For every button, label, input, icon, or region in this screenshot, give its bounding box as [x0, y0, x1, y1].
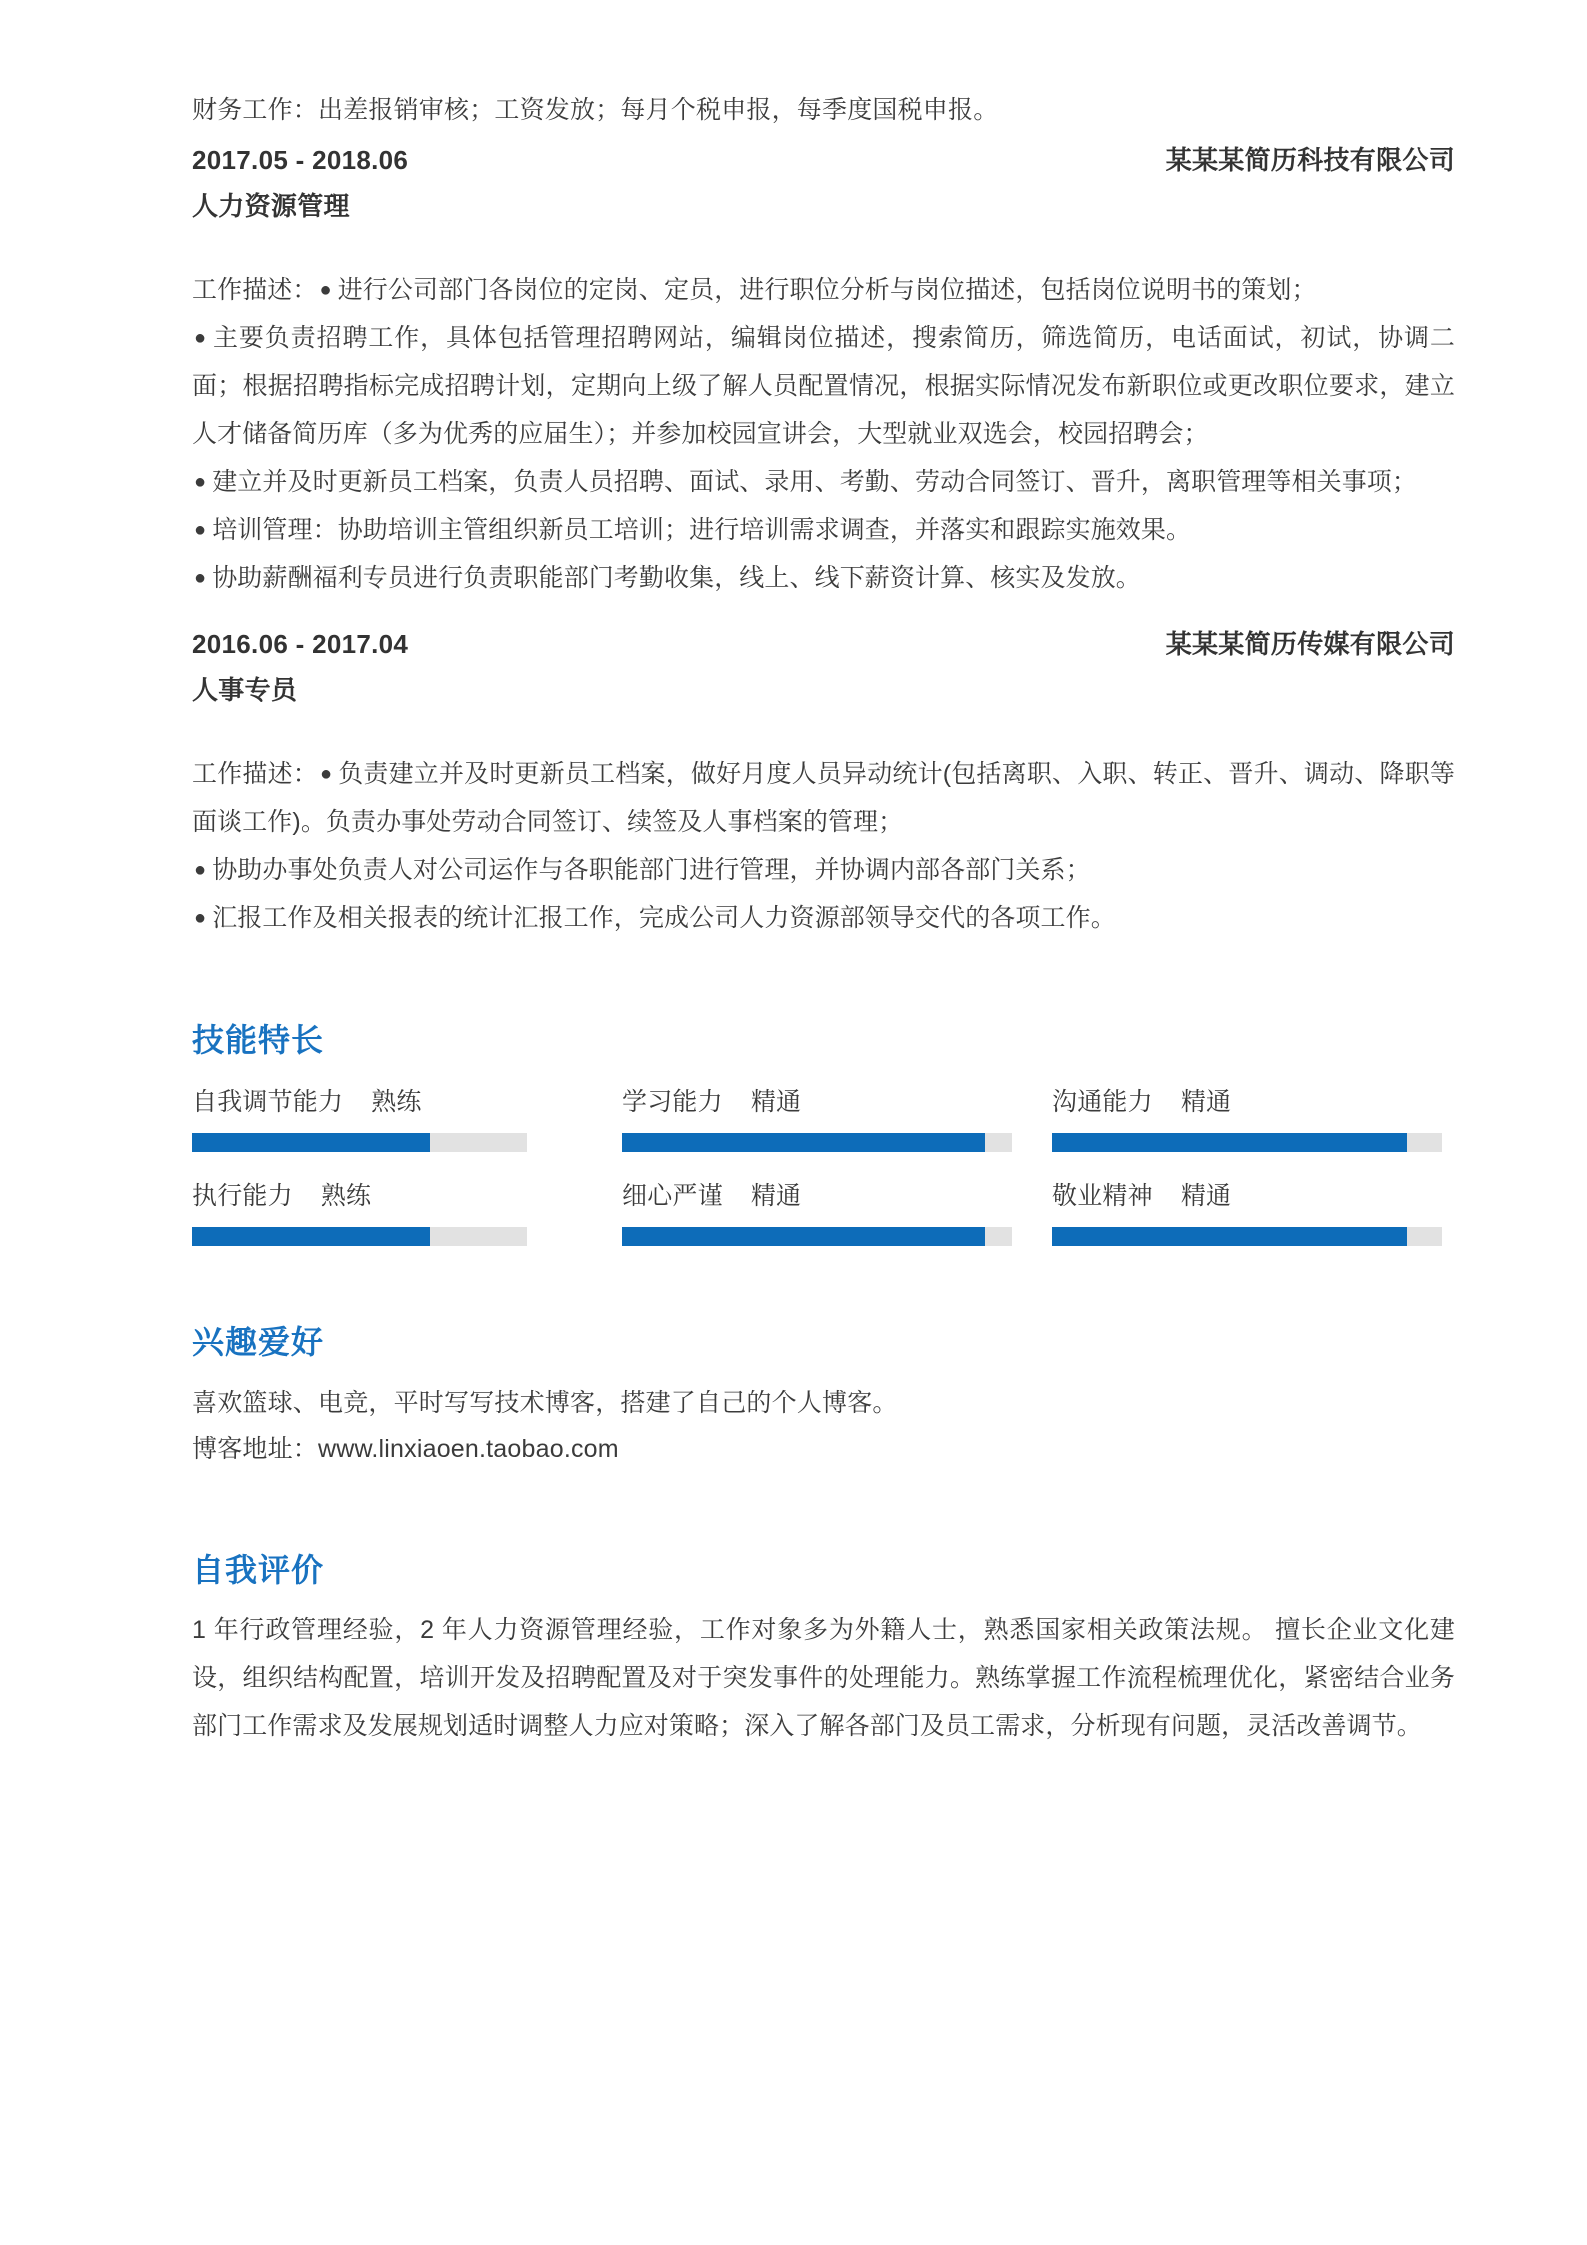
skill-progress-fill	[622, 1227, 985, 1246]
bullet-icon: ●	[319, 763, 333, 785]
desc-label: 工作描述：	[192, 276, 318, 304]
hobby-line: 喜欢篮球、电竞，平时写写技术博客，搭建了自己的个人博客。	[192, 1389, 898, 1417]
skill-progress-track	[1052, 1227, 1442, 1246]
bullet-text: 协助薪酬福利专员进行负责职能部门考勤收集，线上、线下薪资计算、核实及发放。	[212, 564, 1141, 592]
skill-name: 沟通能力	[1052, 1088, 1153, 1116]
bullet-icon: ●	[194, 907, 207, 929]
skill-level: 精通	[1180, 1088, 1232, 1116]
skill-level: 精通	[1180, 1182, 1232, 1210]
skill-level: 熟练	[371, 1088, 422, 1116]
skill-progress-track	[192, 1133, 527, 1152]
skill-progress-track	[622, 1227, 1012, 1246]
bullet-icon: ●	[194, 859, 207, 881]
job-header	[192, 140, 1455, 180]
skill-item	[1052, 1084, 1455, 1152]
section-heading-self-evaluation: 自我评价	[192, 1552, 325, 1588]
spacer	[192, 602, 1455, 624]
bullet-text: 主要负责招聘工作，具体包括管理招聘网站，编辑岗位描述，搜索简历，筛选简历，电话面试，初试，协调二面；根据招聘指标完成招聘计划，定期向上级了解人员配置情况，根据实际情况发布新职位或更改职位要求，建立人才储备简历库（多为优秀的应届生）；并参加校园宣讲会，大型就业双选会，校园招聘会；	[192, 324, 1455, 448]
skill-name: 学习能力	[622, 1088, 723, 1116]
skill-name: 细心严谨	[622, 1182, 723, 1210]
hobby-body	[192, 1380, 1455, 1472]
skill-labels	[1052, 1178, 1455, 1214]
skill-item	[192, 1178, 622, 1246]
job-company: 某某某简历传媒有限公司	[1165, 629, 1455, 659]
job-title: 人力资源管理	[192, 191, 350, 221]
skill-labels	[622, 1178, 1052, 1214]
job-description	[192, 266, 1455, 602]
skill-item	[192, 1084, 622, 1152]
job-company: 某某某简历科技有限公司	[1165, 145, 1455, 175]
resume-content	[192, 88, 1455, 1750]
skill-level: 精通	[750, 1088, 802, 1116]
bullet-text: 培训管理：协助培训主管组织新员工培训；进行培训需求调查，并落实和跟踪实施效果。	[212, 516, 1192, 544]
skill-item	[622, 1084, 1052, 1152]
skill-name: 自我调节能力	[192, 1088, 344, 1116]
bullet-text: 建立并及时更新员工档案，负责人员招聘、面试、录用、考勤、劳动合同签订、晋升，离职管理等相关事项；	[212, 468, 1417, 496]
self-evaluation-text: 1 年行政管理经验，2 年人力资源管理经验，工作对象多为外籍人士，熟悉国家相关政策法规。 擅长企业文化建设，组织结构配置，培训开发及招聘配置及对于突发事件的处理能力。熟练掌握工作流程梳理优化，紧密结合业务部门工作需求及发展规划适时调整人力应对策略；深入了解各部门及员工需求，分析现有问题，灵活改善调节。	[192, 1616, 1455, 1740]
bullet-icon: ●	[194, 567, 207, 589]
bullet-icon: ●	[319, 279, 332, 301]
skill-level: 精通	[750, 1182, 802, 1210]
experience-entry-1	[192, 140, 1455, 602]
bullet-text: 协助办事处负责人对公司运作与各职能部门进行管理，并协调内部各部门关系；	[212, 856, 1091, 884]
job-bullet	[192, 314, 1455, 458]
skill-progress-fill	[192, 1133, 430, 1152]
bullet-text: 进行公司部门各岗位的定岗、定员，进行职位分析与岗位描述，包括岗位说明书的策划；	[337, 276, 1317, 304]
skill-progress-fill	[1052, 1133, 1407, 1152]
skill-name: 执行能力	[192, 1182, 293, 1210]
job-bullet	[192, 458, 1455, 506]
blog-address-line: 博客地址：www.linxiaoen.taobao.com	[192, 1435, 619, 1463]
skill-labels	[192, 1084, 622, 1120]
skill-labels	[1052, 1084, 1455, 1120]
skill-progress-track	[1052, 1133, 1442, 1152]
job-bullet	[192, 846, 1455, 894]
hobby-section	[192, 1322, 1455, 1472]
section-heading-skills: 技能特长	[192, 1022, 325, 1058]
bullet-icon: ●	[194, 327, 207, 349]
skill-name: 敬业精神	[1052, 1182, 1153, 1210]
job-bullet	[192, 266, 1455, 314]
job-description	[192, 750, 1455, 942]
skill-level: 熟练	[320, 1182, 372, 1210]
job-bullet	[192, 506, 1455, 554]
skill-item	[1052, 1178, 1455, 1246]
desc-label: 工作描述：	[192, 760, 318, 788]
job-title: 人事专员	[192, 675, 298, 705]
job-dates: 2016.06 - 2017.04	[192, 629, 409, 659]
skills-section	[192, 1020, 1455, 1246]
self-evaluation-section	[192, 1550, 1455, 1750]
skill-progress-track	[622, 1133, 1012, 1152]
job-bullet	[192, 750, 1455, 846]
skill-labels	[622, 1084, 1052, 1120]
job-header	[192, 624, 1455, 664]
bullet-icon: ●	[194, 519, 207, 541]
experience-entry-2	[192, 624, 1455, 942]
skill-progress-track	[192, 1227, 527, 1246]
bullet-icon: ●	[194, 471, 207, 493]
bullet-text: 汇报工作及相关报表的统计汇报工作，完成公司人力资源部领导交代的各项工作。	[212, 904, 1116, 932]
skill-labels	[192, 1178, 622, 1214]
skill-item	[622, 1178, 1052, 1246]
job-bullet	[192, 554, 1455, 602]
job-dates: 2017.05 - 2018.06	[192, 145, 409, 175]
bullet-text: 负责建立并及时更新员工档案，做好月度人员异动统计(包括离职、入职、转正、晋升、调动、降职等面谈工作)。负责办事处劳动合同签订、续签及人事档案的管理；	[192, 760, 1455, 836]
skill-progress-fill	[622, 1133, 985, 1152]
skills-grid	[192, 1084, 1455, 1246]
job-bullet	[192, 894, 1455, 942]
section-heading-hobby: 兴趣爱好	[192, 1324, 325, 1360]
skill-progress-fill	[1052, 1227, 1407, 1246]
skill-progress-fill	[192, 1227, 430, 1246]
self-evaluation-body	[192, 1606, 1455, 1750]
carryover-line: 财务工作：出差报销审核；工资发放；每月个税申报，每季度国税申报。	[192, 96, 999, 124]
